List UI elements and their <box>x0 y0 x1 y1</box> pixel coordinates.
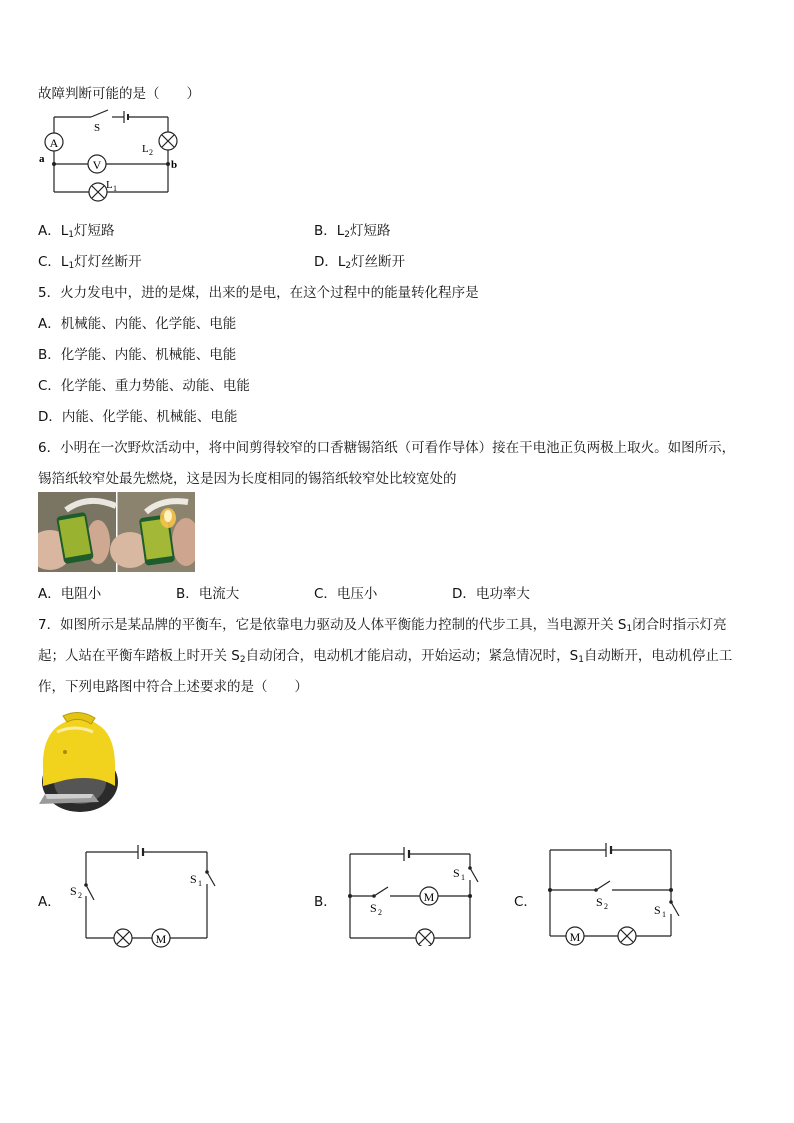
q4-option-d: D．$L_2$灯丝断开 <box>314 254 406 271</box>
switch-label: S <box>94 122 101 134</box>
q7-stem-line3: 作，下列电路图中符合上述要求的是（ ） <box>38 679 308 695</box>
l1-label: L <box>106 179 113 191</box>
q6-option-a: A．电阻小 <box>38 586 102 602</box>
q4-stem-tail: 故障判断可能的是（ ） <box>38 86 200 102</box>
point-a-label: a <box>39 153 45 165</box>
balance-car-picture <box>35 710 125 814</box>
q7-option-a-label: A． <box>38 894 61 910</box>
motor-symbol: M <box>155 932 167 946</box>
l2-label: L <box>142 143 149 155</box>
q4-circuit-diagram <box>36 106 186 206</box>
s1-label: S <box>190 872 197 886</box>
q5-option-b: B．化学能、内能、机械能、电能 <box>38 347 237 363</box>
s2-label: S <box>70 884 77 898</box>
s1-label-sub: 1 <box>662 910 666 919</box>
q6-stem-line1: 6．小明在一次野炊活动中，将中间剪得较窄的口香糖锡箔纸（可看作导体）接在干电池正负两极上取火。如图所示， <box>38 440 736 456</box>
q5-stem: 5．火力发电中，进的是煤，出来的是电，在这个过程中的能量转化程序是 <box>38 285 479 301</box>
s1-label-sub: 1 <box>198 879 202 888</box>
s1-label: S <box>654 903 661 917</box>
q7-option-c-label: C． <box>514 894 537 910</box>
s2-label: S <box>596 895 603 909</box>
motor-symbol: M <box>423 890 435 904</box>
s1-label-sub: 1 <box>461 873 465 882</box>
point-b-label: b <box>171 159 178 171</box>
q7-stem-line1: 7．如图所示是某品牌的平衡车，它是依靠电力驱动及人体平衡能力控制的代步工具，当电源开关 $S_1$闭合时指示灯亮 <box>38 617 727 634</box>
q7-circuit-c <box>540 838 690 948</box>
q6-option-c: C．电压小 <box>314 586 378 602</box>
s1-label: S <box>453 866 460 880</box>
s2-label-sub: 2 <box>78 891 82 900</box>
ammeter-symbol: A <box>49 136 59 150</box>
voltmeter-symbol: V <box>92 158 102 172</box>
q5-option-a: A．机械能、内能、化学能、电能 <box>38 316 237 332</box>
l2-label-sub: 2 <box>149 148 153 157</box>
s2-label-sub: 2 <box>604 902 608 911</box>
q7-circuit-a <box>66 840 226 950</box>
q7-stem-line2: 起；人站在平衡车踏板上时开关 $S_2$自动闭合，电动机才能启动，开始运动；紧急情况时，$S_1$自动断开，电动机停止工 <box>38 648 733 665</box>
q6-stem-line2: 锡箔纸较窄处最先燃烧，这是因为长度相同的锡箔纸较窄处比较宽处的 <box>38 471 457 487</box>
l1-label-sub: 1 <box>113 184 117 193</box>
q4-option-a: A．$L_1$灯短路 <box>38 223 115 240</box>
q7-circuit-b <box>340 842 480 946</box>
q7-option-b-label: B． <box>314 894 337 910</box>
tinfoil-battery-photo <box>38 492 195 572</box>
motor-symbol: M <box>569 930 581 944</box>
q5-option-d: D．内能、化学能、机械能、电能 <box>38 409 238 425</box>
q4-option-c: C．$L_1$灯灯丝断开 <box>38 254 142 271</box>
q6-option-b: B．电流大 <box>176 586 240 602</box>
q4-option-b: B．$L_2$灯短路 <box>314 223 391 240</box>
s2-label-sub: 2 <box>378 908 382 917</box>
q6-option-d: D．电功率大 <box>452 586 530 602</box>
q5-option-c: C．化学能、重力势能、动能、电能 <box>38 378 250 394</box>
s2-label: S <box>370 901 377 915</box>
